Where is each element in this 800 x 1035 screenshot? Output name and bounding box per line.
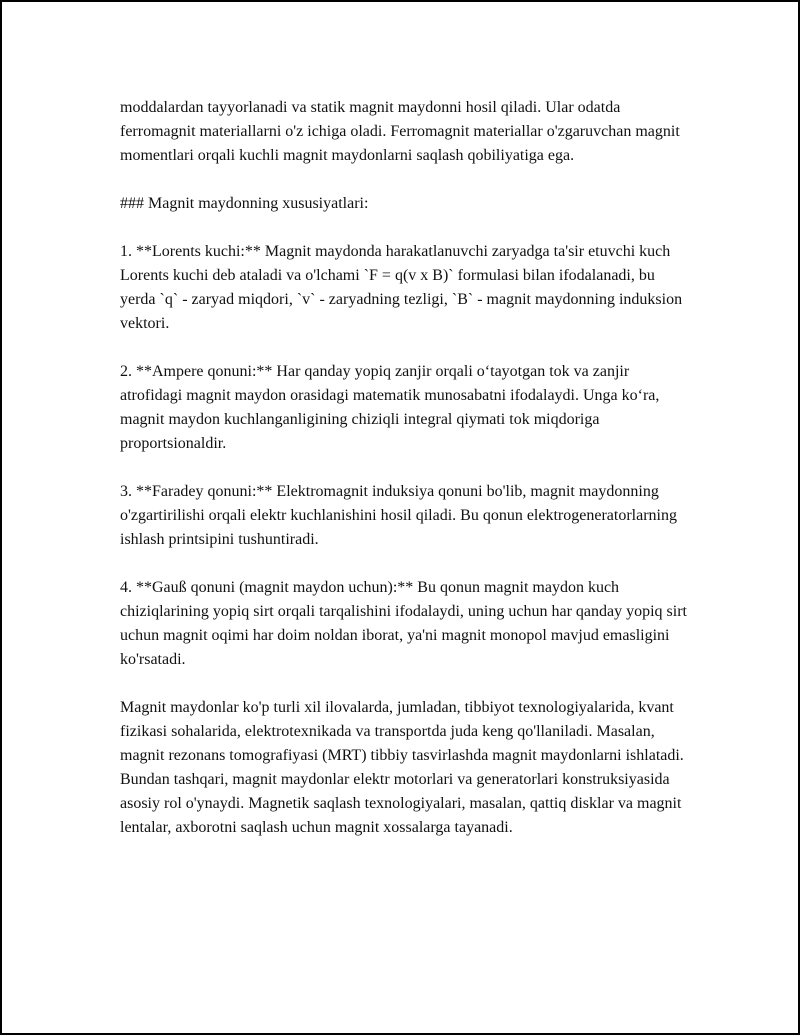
document-body — [120, 96, 690, 840]
list-item-ampere-law: 2. **Ampere qonuni:** Har qanday yopiq zanjir orqali o‘tayotgan tok va zanjir atrofidagi magnit maydon orasidagi matematik munosabatni ifodalaydi. Unga ko‘ra, magnit maydon kuchlanganligining chiziqli integral qiymati tok miqdoriga proportsionaldir. — [120, 363, 660, 452]
list-item-lorentz-force: 1. **Lorents kuchi:** Magnit maydonda harakatlanuvchi zaryadga ta'sir etuvchi kuch Lorents kuchi deb ataladi va o'lchami `F = q(v x B)` formulasi bilan ifodalanadi, bu yerda `q` - zaryad miqdori, `v` - zaryadning tezligi, `B` - magnit maydonning induksion vektori. — [120, 243, 683, 332]
list-item-faraday-law: 3. **Faradey qonuni:** Elektromagnit induksiya qonuni bo'lib, magnit maydonning o'zgartirilishi orqali elektr kuchlanishini hosil qiladi. Bu qonun elektrogeneratorlarning ishlash printsipini tushuntiradi. — [120, 483, 677, 548]
paragraph-applications: Magnit maydonlar ko'p turli xil ilovalarda, jumladan, tibbiyot texnologiyalarida, kvant fizikasi sohalarida, elektrotexnikada va transportda juda keng qo'llaniladi. Masalan, magnit rezonans tomografiyasi (MRT) tibbiy tasvirlashda magnit maydonlarni ishlatadi. Bundan tashqari, magnit maydonlar elektr motorlari va generatorlari konstruksiyasida asosiy rol o'ynaydi. Magnetik saqlash texnologiyalari, masalan, qattiq disklar va magnit lentalar, axborotni saqlash uchun magnit xossalarga tayanadi. — [120, 699, 684, 836]
list-item-gauss-law: 4. **Gauß qonuni (magnit maydon uchun):** Bu qonun magnit maydon kuch chiziqlarining yopiq sirt orqali tarqalishini ifodalaydi, uning uchun har qanday yopiq sirt uchun magnit oqimi har doim noldan iborat, ya'ni magnit monopol mavjud emasligini ko'rsatadi. — [120, 579, 687, 668]
section-heading: ### Magnit maydonning xususiyatlari: — [120, 195, 369, 212]
paragraph-intro-continuation: moddalardan tayyorlanadi va statik magnit maydonni hosil qiladi. Ular odatda ferromagnit materiallarni o'z ichiga oladi. Ferromagnit materiallar o'zgaruvchan magnit momentlari orqali kuchli magnit maydonlarni saqlash qobiliyatiga ega. — [120, 99, 680, 164]
